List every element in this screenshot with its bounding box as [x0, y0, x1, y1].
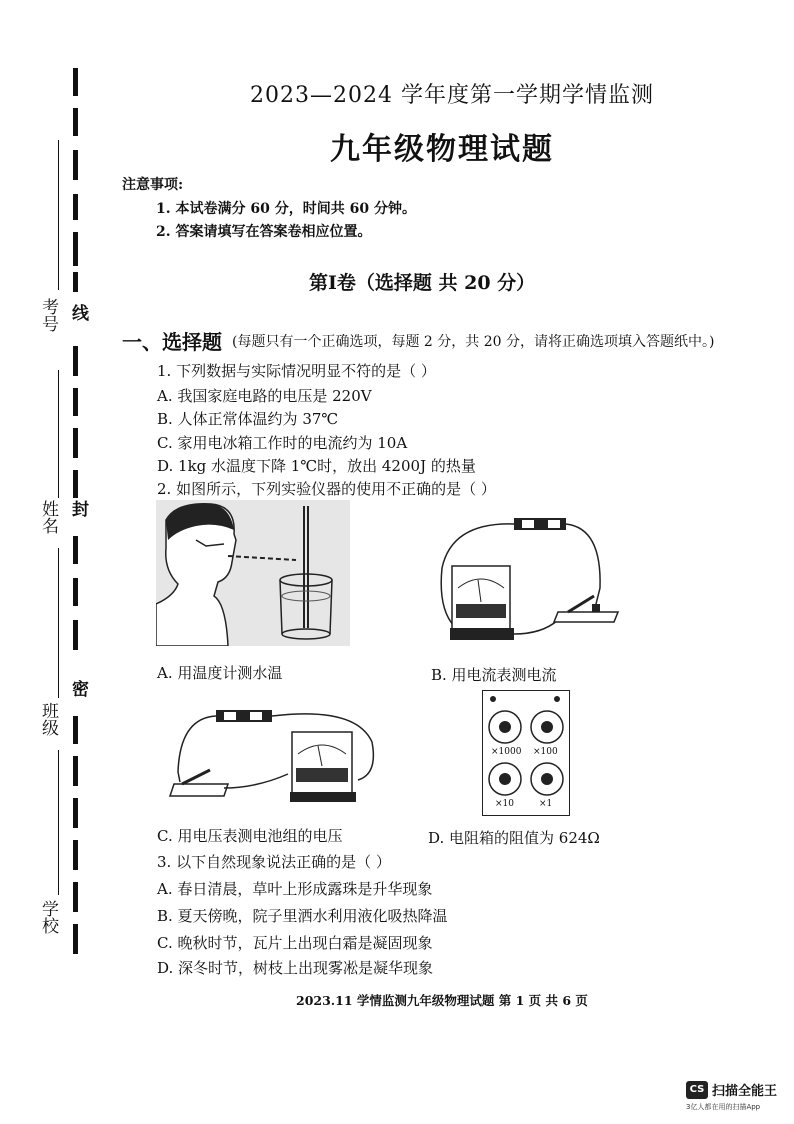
school-line — [58, 750, 59, 895]
q2-caption-b: B. 用电流表测电流 — [431, 666, 557, 684]
dial-label-1000: ×1000 — [491, 747, 522, 757]
margin-dash — [73, 428, 78, 458]
q2-caption-c: C. 用电压表测电池组的电压 — [157, 827, 343, 845]
dial-label-100: ×100 — [533, 747, 558, 757]
notice-heading: 注意事项: — [122, 177, 184, 193]
margin-dash — [73, 108, 78, 136]
q3-option-d: D. 深冬时节，树枝上出现雾凇是凝华现象 — [157, 959, 434, 977]
page-footer: 2023.11 学情监测九年级物理试题 第 1 页 共 6 页 — [296, 993, 588, 1008]
figure-ammeter-circuit — [432, 508, 622, 650]
label-school: 学校 — [38, 900, 58, 934]
margin-dash — [73, 232, 78, 266]
margin-dash — [73, 470, 78, 498]
figure-thermometer — [156, 500, 350, 646]
figure-resistance-box — [482, 690, 570, 816]
q1-option-a: A. 我国家庭电路的电压是 220V — [157, 387, 372, 405]
seal-char-mi: 密 — [68, 680, 88, 697]
margin-dash — [73, 68, 78, 96]
margin-dash — [73, 578, 78, 606]
label-exam-number: 考号 — [38, 298, 58, 332]
q2-caption-d: D. 电阻箱的阻值为 624Ω — [428, 829, 600, 847]
dial-label-1: ×1 — [539, 799, 553, 809]
name-line — [58, 370, 59, 498]
scanner-logo: CS — [686, 1081, 708, 1099]
dial-label-10: ×10 — [495, 799, 514, 809]
seal-char-feng: 封 — [68, 500, 88, 517]
margin-dash — [73, 756, 78, 786]
margin-dash — [73, 716, 78, 744]
q3-option-b: B. 夏天傍晚，院子里洒水利用液化吸热降温 — [157, 907, 448, 925]
exam-term-title: 2023—2024 学年度第一学期学情监测 — [250, 83, 654, 108]
margin-dash — [73, 840, 78, 870]
part-title: 一、选择题 — [122, 330, 222, 354]
question-stem-2: 2. 如图所示，下列实验仪器的使用不正确的是（ ） — [157, 480, 496, 498]
margin-dash — [73, 536, 78, 564]
margin-dash — [73, 882, 78, 912]
q3-option-c: C. 晚秋时节，瓦片上出现白霜是凝固现象 — [157, 934, 433, 952]
part-note: (每题只有一个正确选项，每题 2 分，共 20 分，请将正确选项填入答题纸中。) — [232, 334, 715, 350]
question-stem-3: 3. 以下自然现象说法正确的是（ ） — [157, 853, 391, 871]
exam-subject-title: 九年级物理试题 — [330, 132, 554, 167]
margin-dash — [73, 346, 78, 376]
notice-item: 1. 本试卷满分 60 分，时间共 60 分钟。 — [156, 201, 416, 217]
exam-number-line — [58, 140, 59, 290]
q3-option-a: A. 春日清晨，草叶上形成露珠是升华现象 — [157, 880, 433, 898]
q1-option-d: D. 1kg 水温度下降 1℃时，放出 4200J 的热量 — [157, 457, 476, 475]
q2-caption-a: A. 用温度计测水温 — [157, 664, 283, 682]
margin-dash — [73, 620, 78, 650]
label-class: 班级 — [38, 702, 58, 736]
class-line — [58, 548, 59, 698]
q1-option-c: C. 家用电冰箱工作时的电流约为 10A — [157, 434, 408, 452]
margin-dash — [73, 194, 78, 220]
margin-dash — [73, 798, 78, 828]
q1-option-b: B. 人体正常体温约为 37℃ — [157, 410, 339, 428]
section-title: 第Ⅰ卷（选择题 共 20 分） — [309, 272, 536, 294]
margin-dash — [73, 150, 78, 180]
question-stem-1: 1. 下列数据与实际情况明显不符的是（ ） — [157, 362, 436, 380]
margin-dash — [73, 388, 78, 416]
seal-char-xian: 线 — [68, 304, 88, 321]
margin-dash — [73, 924, 78, 954]
notice-item: 2. 答案请填写在答案卷相应位置。 — [156, 224, 372, 240]
scanner-tagline: 3亿人都在用的扫描App — [686, 1103, 761, 1111]
scanner-name: 扫描全能王 — [712, 1084, 778, 1099]
label-name: 姓名 — [38, 500, 58, 534]
margin-dash — [73, 272, 78, 292]
figure-voltmeter-circuit — [166, 702, 376, 806]
